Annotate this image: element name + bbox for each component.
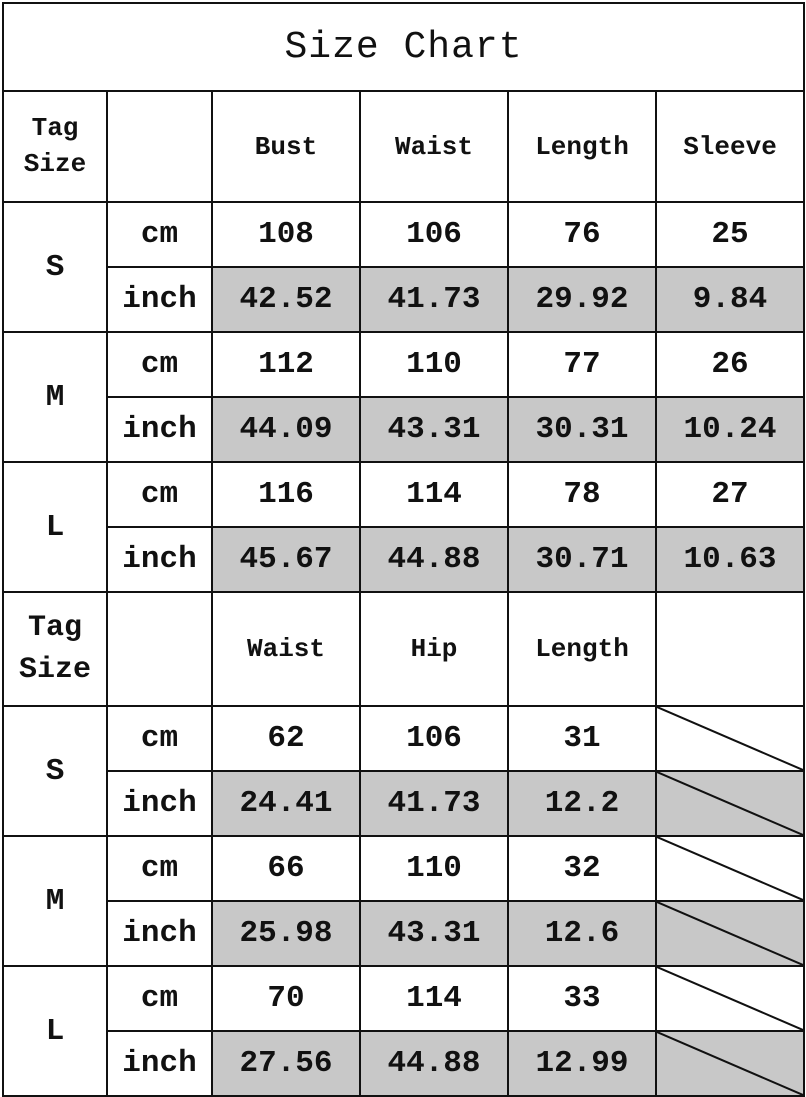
measurement-value: 44.88 xyxy=(360,1031,508,1096)
measurement-value: 12.99 xyxy=(508,1031,656,1096)
unit-label: cm xyxy=(107,836,212,901)
tops-S-inch-row xyxy=(3,267,804,332)
size-chart-table xyxy=(2,2,805,1097)
tag-size-label-line: Size xyxy=(23,148,87,179)
measurement-value: 44.09 xyxy=(212,397,360,462)
unit-label: inch xyxy=(107,397,212,462)
unit-label: inch xyxy=(107,771,212,836)
unit-label: cm xyxy=(107,202,212,267)
unit-header-cell xyxy=(107,592,212,706)
column-header: Waist xyxy=(360,91,508,202)
diagonal-line xyxy=(657,902,803,965)
diagonal-slash-icon xyxy=(657,837,803,900)
diagonal-line xyxy=(657,1032,803,1095)
measurement-value: 108 xyxy=(212,202,360,267)
measurement-value: 25 xyxy=(656,202,804,267)
measurement-value: 44.88 xyxy=(360,527,508,592)
column-header: Length xyxy=(508,91,656,202)
size-label: L xyxy=(3,966,107,1096)
measurement-value: 70 xyxy=(212,966,360,1031)
column-header: Waist xyxy=(212,592,360,706)
not-applicable-cell xyxy=(656,966,804,1031)
measurement-value: 41.73 xyxy=(360,267,508,332)
measurement-value: 41.73 xyxy=(360,771,508,836)
measurement-value: 12.2 xyxy=(508,771,656,836)
not-applicable-cell xyxy=(656,1031,804,1096)
measurement-value: 66 xyxy=(212,836,360,901)
measurement-value: 24.41 xyxy=(212,771,360,836)
measurement-value: 106 xyxy=(360,202,508,267)
diagonal-line xyxy=(657,772,803,835)
not-applicable-cell xyxy=(656,706,804,771)
measurement-value: 110 xyxy=(360,332,508,397)
bottoms-S-inch-row xyxy=(3,771,804,836)
diagonal-slash-icon xyxy=(657,902,803,965)
unit-label: inch xyxy=(107,527,212,592)
measurement-value: 30.71 xyxy=(508,527,656,592)
measurement-value: 31 xyxy=(508,706,656,771)
tag-size-label xyxy=(3,91,107,202)
not-applicable-cell xyxy=(656,901,804,966)
measurement-value: 78 xyxy=(508,462,656,527)
measurement-value: 112 xyxy=(212,332,360,397)
measurement-value: 25.98 xyxy=(212,901,360,966)
bottoms-M-cm-row xyxy=(3,836,804,901)
measurement-value: 110 xyxy=(360,836,508,901)
measurement-value: 116 xyxy=(212,462,360,527)
chart-title: Size Chart xyxy=(3,3,804,91)
column-header: Sleeve xyxy=(656,91,804,202)
measurement-value: 10.24 xyxy=(656,397,804,462)
size-label: M xyxy=(3,836,107,966)
diagonal-line xyxy=(657,967,803,1030)
column-header: Length xyxy=(508,592,656,706)
measurement-value: 114 xyxy=(360,966,508,1031)
column-header: Bust xyxy=(212,91,360,202)
unit-header-cell xyxy=(107,91,212,202)
measurement-value: 27 xyxy=(656,462,804,527)
diagonal-slash-icon xyxy=(657,967,803,1030)
column-header: Hip xyxy=(360,592,508,706)
unit-label: cm xyxy=(107,462,212,527)
measurement-value: 33 xyxy=(508,966,656,1031)
measurement-value: 27.56 xyxy=(212,1031,360,1096)
size-label: L xyxy=(3,462,107,592)
tag-size-label xyxy=(3,592,107,706)
not-applicable-cell xyxy=(656,836,804,901)
measurement-value: 106 xyxy=(360,706,508,771)
measurement-value: 9.84 xyxy=(656,267,804,332)
diagonal-line xyxy=(657,707,803,770)
measurement-value: 30.31 xyxy=(508,397,656,462)
measurement-value: 45.67 xyxy=(212,527,360,592)
unit-label: cm xyxy=(107,332,212,397)
measurement-value: 43.31 xyxy=(360,901,508,966)
bottoms-L-inch-row xyxy=(3,1031,804,1096)
bottoms-L-cm-row xyxy=(3,966,804,1031)
size-label: M xyxy=(3,332,107,462)
tops-M-cm-row xyxy=(3,332,804,397)
measurement-value: 77 xyxy=(508,332,656,397)
unit-label: cm xyxy=(107,966,212,1031)
bottoms-header-row xyxy=(3,592,804,706)
diagonal-slash-icon xyxy=(657,772,803,835)
measurement-value: 10.63 xyxy=(656,527,804,592)
measurement-value: 26 xyxy=(656,332,804,397)
unit-label: cm xyxy=(107,706,212,771)
measurement-value: 43.31 xyxy=(360,397,508,462)
tops-L-inch-row xyxy=(3,527,804,592)
measurement-value: 29.92 xyxy=(508,267,656,332)
measurement-value: 42.52 xyxy=(212,267,360,332)
empty-header-cell xyxy=(656,592,804,706)
measurement-value: 12.6 xyxy=(508,901,656,966)
unit-label: inch xyxy=(107,267,212,332)
tops-L-cm-row xyxy=(3,462,804,527)
diagonal-slash-icon xyxy=(657,707,803,770)
tops-header-row xyxy=(3,91,804,202)
diagonal-slash-icon xyxy=(657,1032,803,1095)
measurement-value: 76 xyxy=(508,202,656,267)
size-label: S xyxy=(3,202,107,332)
tag-size-label-line: Tag xyxy=(31,113,79,144)
size-label: S xyxy=(3,706,107,836)
bottoms-S-cm-row xyxy=(3,706,804,771)
tops-M-inch-row xyxy=(3,397,804,462)
unit-label: inch xyxy=(107,901,212,966)
measurement-value: 62 xyxy=(212,706,360,771)
tag-size-label-line: Size xyxy=(18,653,91,687)
unit-label: inch xyxy=(107,1031,212,1096)
measurement-value: 32 xyxy=(508,836,656,901)
bottoms-M-inch-row xyxy=(3,901,804,966)
tops-S-cm-row xyxy=(3,202,804,267)
measurement-value: 114 xyxy=(360,462,508,527)
tag-size-label-line: Tag xyxy=(27,611,82,645)
not-applicable-cell xyxy=(656,771,804,836)
diagonal-line xyxy=(657,837,803,900)
